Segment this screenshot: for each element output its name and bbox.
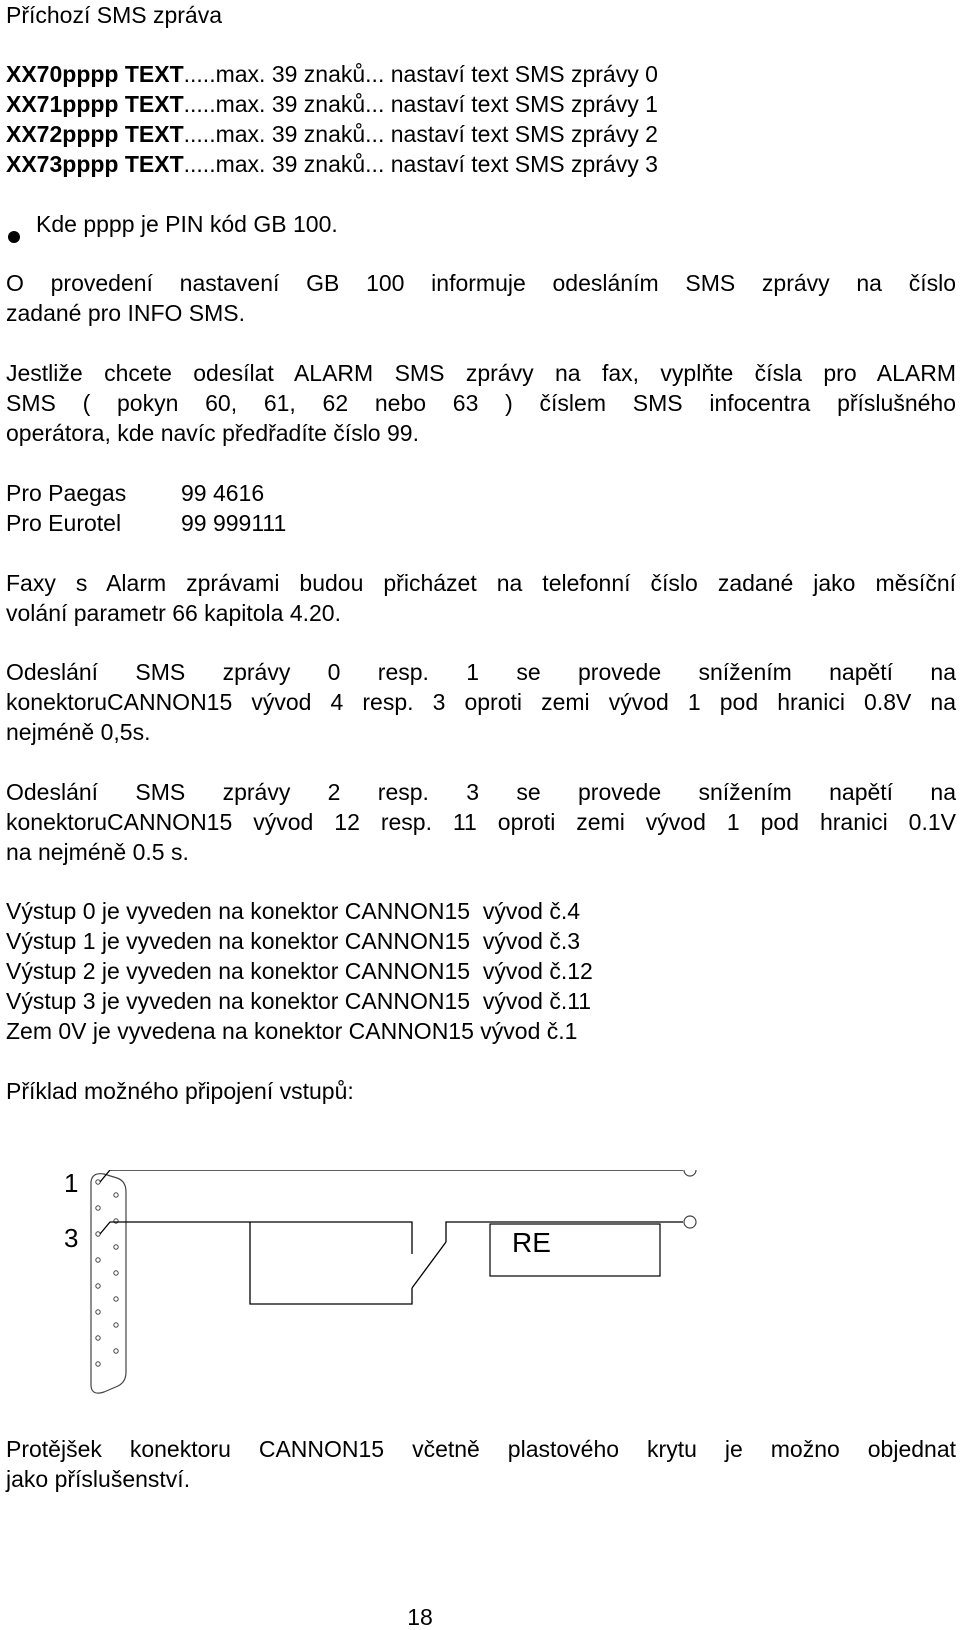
output-line: Zem 0V je vyvedena na konektor CANNON15 vývod č.1 <box>6 1018 578 1044</box>
faxy-paragraph-line: Faxy s Alarm zprávami budou přicházet na telefonní číslo zadané jako měsíční <box>6 570 956 596</box>
section-heading: Příchozí SMS zpráva <box>6 2 223 28</box>
pin-label-1: 1 <box>64 1170 79 1198</box>
operator-number: 99 999111 <box>181 510 287 536</box>
command-line <box>6 151 658 177</box>
command-line <box>6 91 658 117</box>
example-heading: Příklad možného připojení vstupů: <box>6 1078 354 1104</box>
command-description: .....max. 39 znaků... nastaví text SMS zprávy 2 <box>183 121 658 147</box>
relay-label: RE <box>512 1227 551 1258</box>
wiring <box>100 1170 683 1304</box>
send23-paragraph-line: konektoruCANNON15 vývod 12 resp. 11 oproti zemi vývod 1 pod hranici 0.1V <box>6 809 956 835</box>
send23-paragraph-line: Odeslání SMS zprávy 2 resp. 3 se provede snížením napětí na <box>6 779 956 805</box>
fax-paragraph-line: operátora, kde navíc předřadíte číslo 99. <box>6 420 419 446</box>
terminal-icons <box>684 1170 696 1228</box>
info-paragraph-line: O provedení nastavení GB 100 informuje odesláním SMS zprávy na číslo <box>6 270 956 296</box>
output-line: Výstup 0 je vyveden na konektor CANNON15 vývod č.4 <box>6 898 581 924</box>
command-code: XX70pppp TEXT <box>6 61 184 87</box>
command-description: .....max. 39 znaků... nastaví text SMS zprávy 1 <box>183 91 658 117</box>
command-description: .....max. 39 znaků... nastaví text SMS zprávy 0 <box>183 61 658 87</box>
send01-paragraph-line: nejméně 0,5s. <box>6 719 151 745</box>
command-line <box>6 61 658 87</box>
fax-paragraph-line: Jestliže chcete odesílat ALARM SMS zprávy na fax, vyplňte čísla pro ALARM <box>6 360 956 386</box>
command-code: XX71pppp TEXT <box>6 91 184 117</box>
send01-paragraph-line: konektoruCANNON15 vývod 4 resp. 3 oproti zemi vývod 1 pod hranici 0.8V na <box>6 689 956 715</box>
faxy-paragraph-line: volání parametr 66 kapitola 4.20. <box>6 600 341 626</box>
command-description: .....max. 39 znaků... nastaví text SMS zprávy 3 <box>183 151 658 177</box>
connection-diagram <box>0 1170 960 1470</box>
operator-name: Pro Eurotel <box>6 510 122 536</box>
operator-number: 99 4616 <box>181 480 265 506</box>
operator-name: Pro Paegas <box>6 480 127 506</box>
output-line: Výstup 2 je vyveden na konektor CANNON15 vývod č.12 <box>6 958 593 984</box>
footer-paragraph-line: jako příslušenství. <box>6 1466 191 1492</box>
fax-paragraph-line: SMS ( pokyn 60, 61, 62 nebo 63 ) číslem SMS infocentra příslušného <box>6 390 956 416</box>
command-code: XX72pppp TEXT <box>6 121 184 147</box>
send01-paragraph-line: Odeslání SMS zprávy 0 resp. 1 se provede snížením napětí na <box>6 659 956 685</box>
bullet-text: Kde pppp je PIN kód GB 100. <box>36 211 338 237</box>
page-number: 18 <box>407 1604 433 1630</box>
operator-row <box>6 480 265 506</box>
pin-label-3: 3 <box>64 1223 79 1253</box>
footer-paragraph-line: Protějšek konektoru CANNON15 včetně plastového krytu je možno objednat <box>6 1436 956 1462</box>
command-line <box>6 121 658 147</box>
output-line: Výstup 3 je vyveden na konektor CANNON15 vývod č.11 <box>6 988 592 1014</box>
info-paragraph-line: zadané pro INFO SMS. <box>6 300 246 326</box>
command-code: XX73pppp TEXT <box>6 151 184 177</box>
output-line: Výstup 1 je vyveden na konektor CANNON15 vývod č.3 <box>6 928 581 954</box>
bullet-icon <box>8 231 20 243</box>
operator-row <box>6 510 287 536</box>
send23-paragraph-line: na nejméně 0.5 s. <box>6 839 189 865</box>
connector-pins <box>96 1180 118 1366</box>
